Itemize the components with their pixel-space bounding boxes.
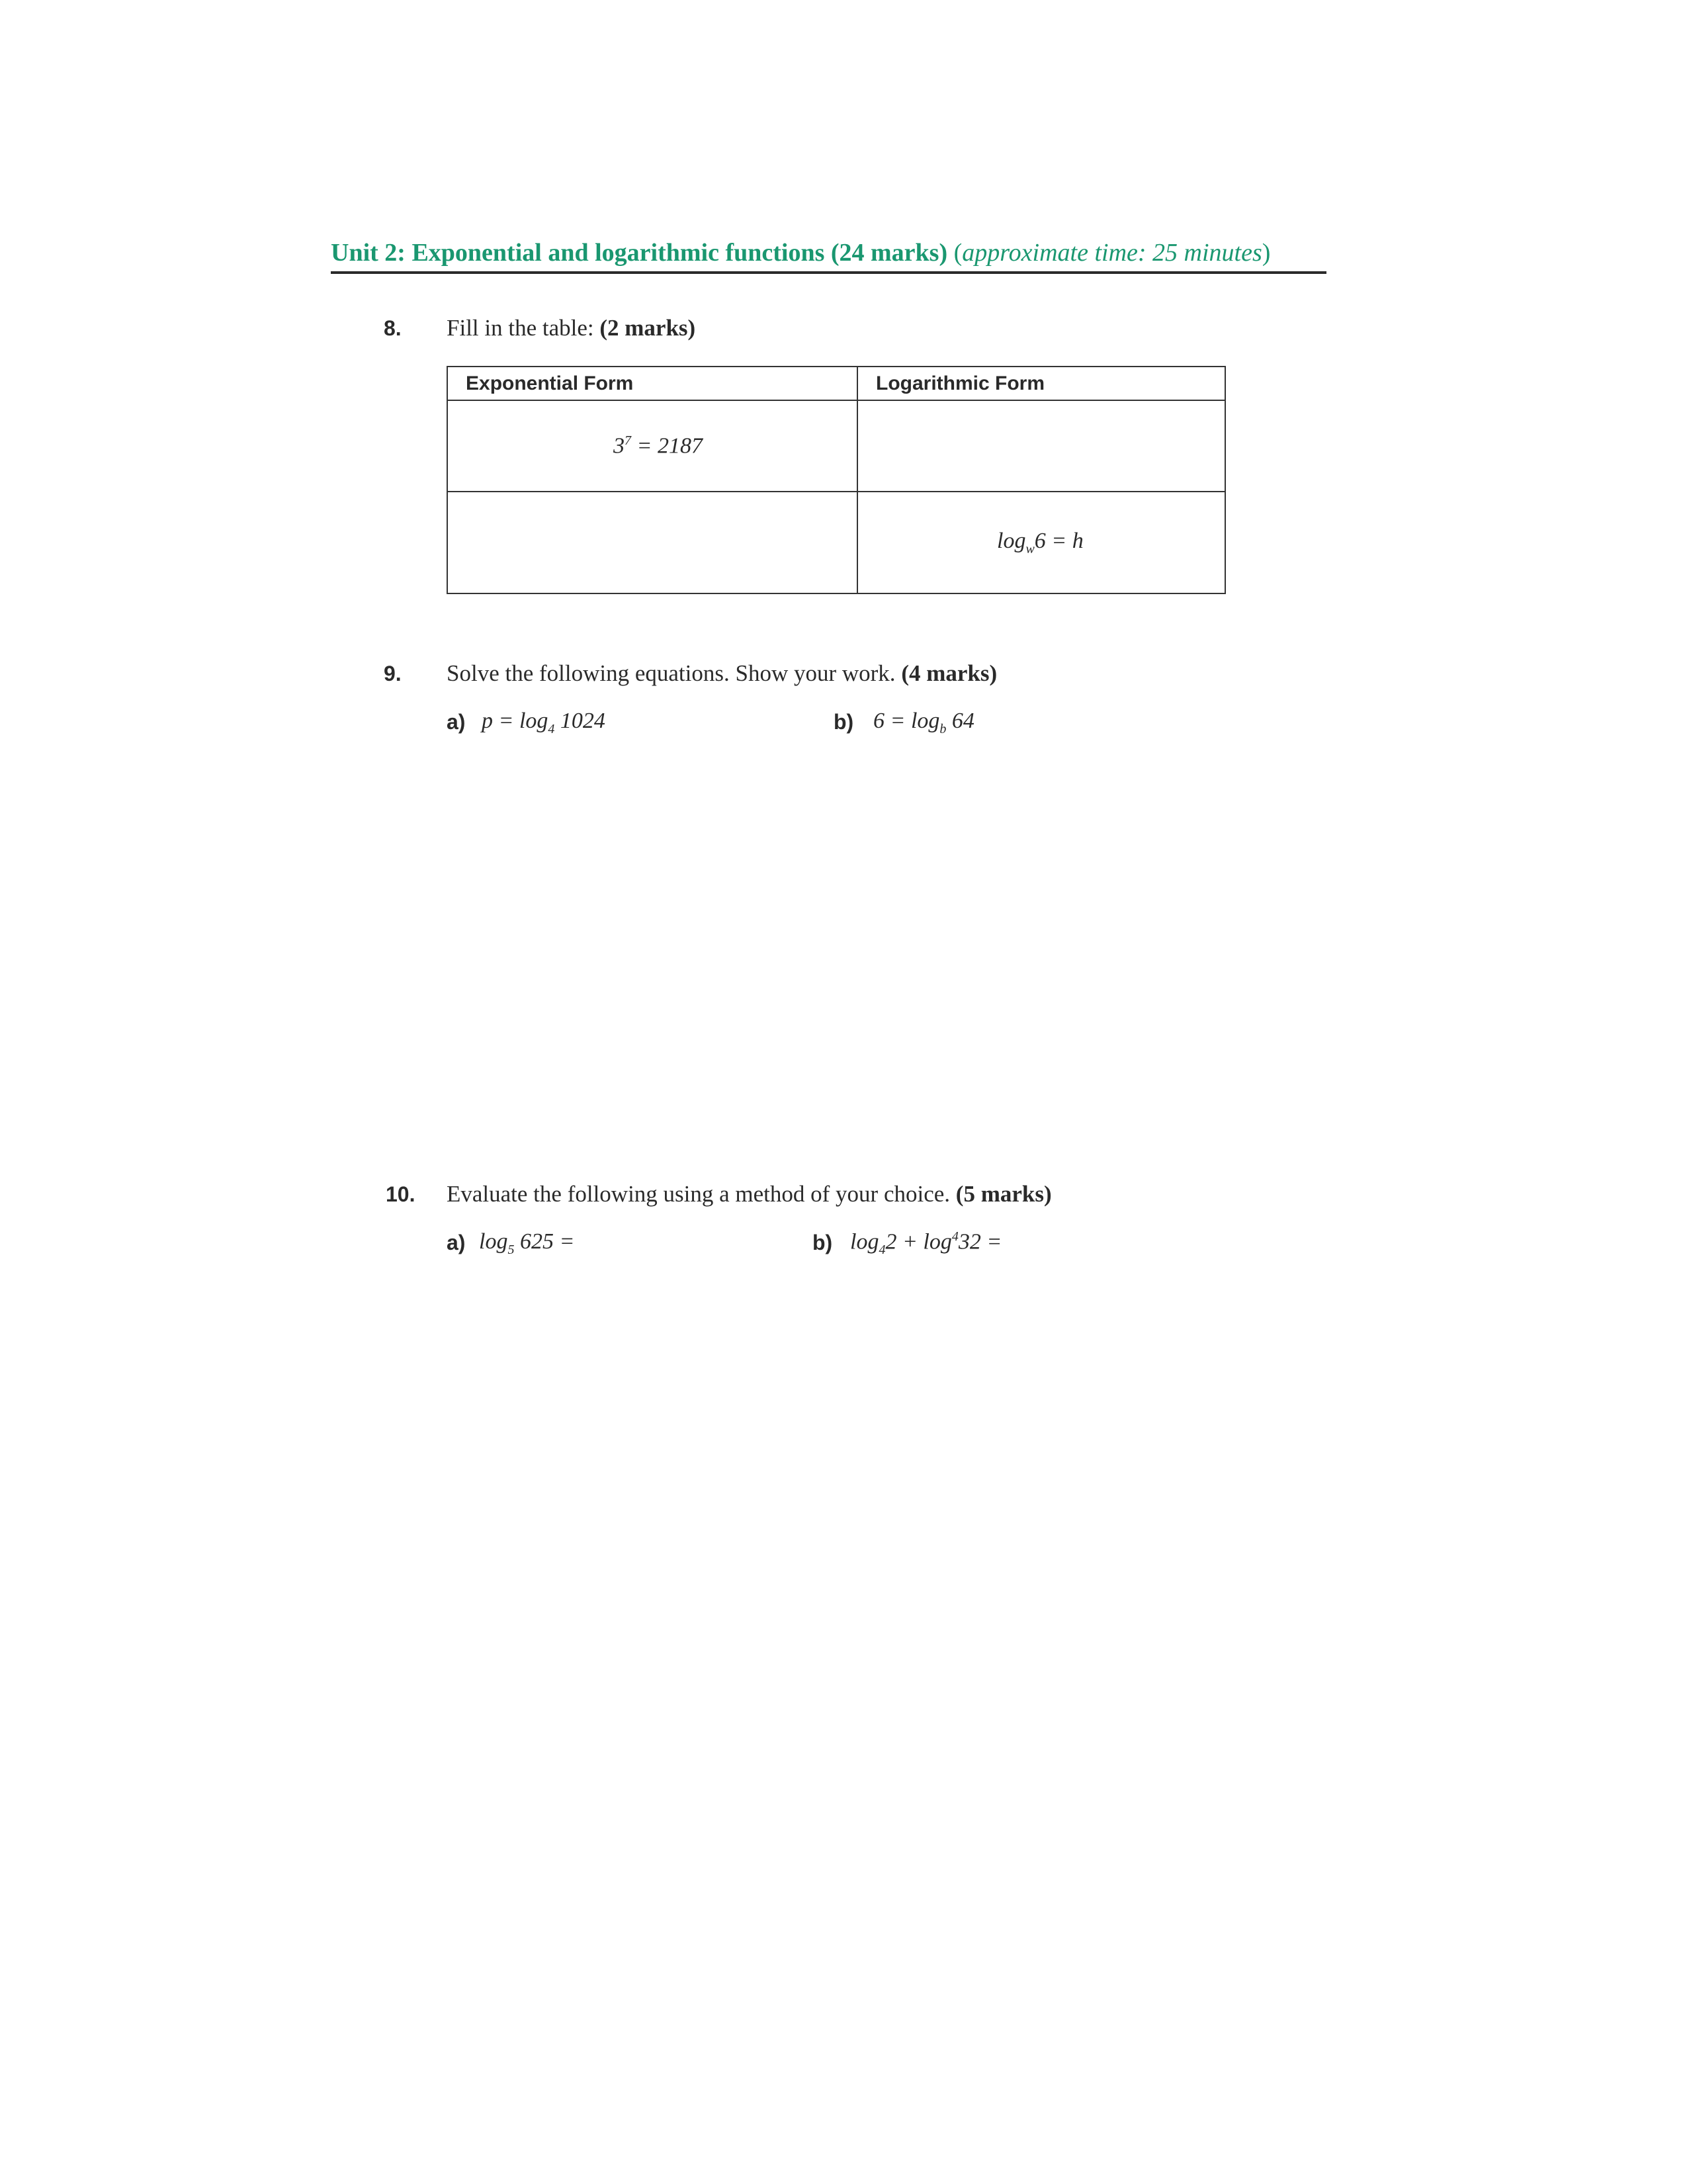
question-10-number: 10. — [386, 1182, 415, 1206]
table-header-exponential: Exponential Form — [466, 372, 634, 394]
unit-time-note: (approximate time: 25 minutes) — [953, 239, 1271, 267]
question-9b-equation: $6 = \log_b 64$ — [873, 709, 974, 736]
question-9-text: Solve the following equations. Show your work. (4 marks) — [447, 660, 998, 686]
table-cell-logarithmic-2: $\log_w6 = h$ — [997, 529, 1084, 556]
question-8-text: Fill in the table: (2 marks) — [447, 315, 696, 341]
question-10a-expression: $\log_5 625$ = — [479, 1229, 575, 1257]
question-9-marks: (4 marks) — [901, 660, 998, 686]
table-header-divider — [448, 400, 1225, 401]
exponential-log-table — [447, 366, 1226, 594]
table-header-logarithmic: Logarithmic Form — [876, 372, 1045, 394]
question-9-number: 9. — [384, 662, 402, 685]
unit-header — [331, 238, 1326, 274]
question-9a-equation: $p = \log_4 1024$ — [482, 709, 605, 736]
question-10b-label: b) — [812, 1231, 833, 1254]
question-9b-label: b) — [834, 710, 854, 734]
table-row-divider — [448, 491, 1225, 492]
unit-title: Unit 2: Exponential and logarithmic functions (24 marks) — [331, 239, 954, 267]
table-cell-exponential-1: $3^7 = 2187$ — [613, 433, 703, 459]
question-10-text: Evaluate the following using a method of your choice. (5 marks) — [447, 1181, 1052, 1207]
question-8-number: 8. — [384, 316, 402, 340]
table-column-divider — [857, 367, 858, 593]
question-8-marks: (2 marks) — [599, 315, 696, 341]
question-10-marks: (5 marks) — [955, 1181, 1052, 1207]
question-10b-expression: $\log_42 + \log^432$ = — [850, 1229, 1002, 1258]
question-10a-label: a) — [447, 1231, 466, 1254]
question-9a-label: a) — [447, 710, 466, 734]
